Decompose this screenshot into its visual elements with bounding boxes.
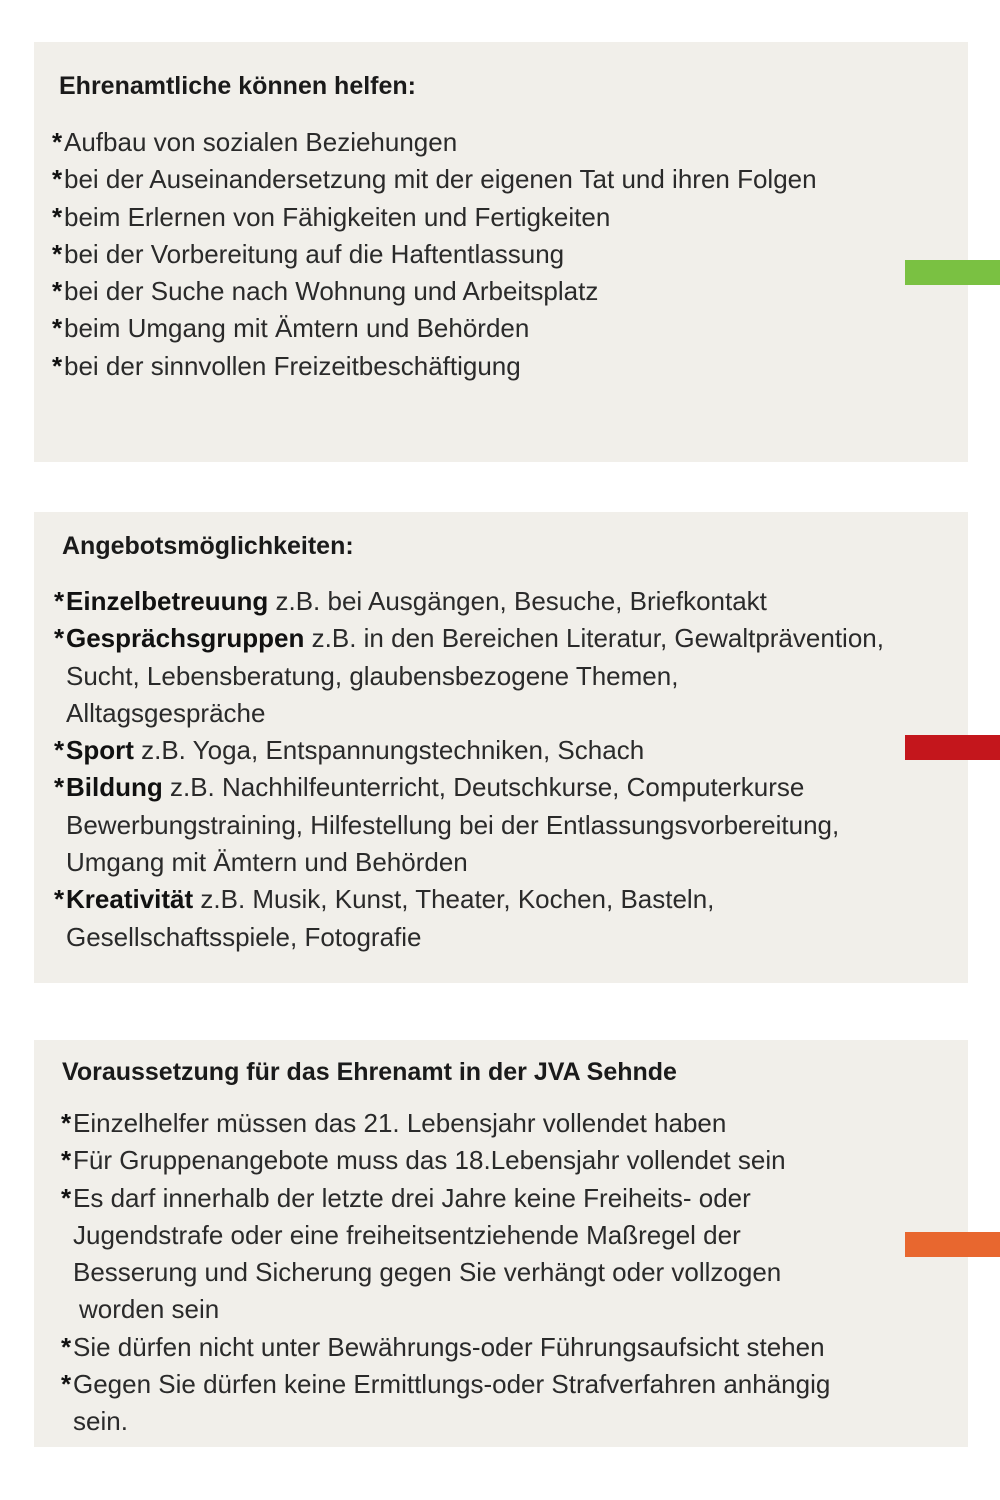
accent-bar-green bbox=[905, 260, 1000, 285]
item-text: beim Umgang mit Ämtern und Behörden bbox=[64, 313, 530, 344]
item-line: Es darf innerhalb der letzte drei Jahre keine Freiheits- oder bbox=[73, 1182, 751, 1213]
item-line: Gegen Sie dürfen keine Ermittlungs-oder Strafverfahren anhängig bbox=[73, 1369, 831, 1400]
item-line: Bewerbungstraining, Hilfestellung bei der Entlassungsvorbereitung, bbox=[66, 809, 840, 840]
bullet-star: * bbox=[52, 164, 63, 195]
list-item bbox=[52, 124, 952, 161]
list-item bbox=[54, 769, 959, 881]
list-item bbox=[54, 881, 959, 956]
offer-desc: z.B. in den Bereichen Literatur, Gewaltprävention, bbox=[304, 623, 884, 654]
item-line bbox=[66, 732, 959, 769]
item-line: Sie dürfen nicht unter Bewährungs-oder Führungsaufsicht stehen bbox=[73, 1331, 825, 1362]
offer-desc: z.B. bei Ausgängen, Besuche, Briefkontakt bbox=[268, 586, 767, 616]
offer-term: Kreativität bbox=[66, 884, 194, 915]
helpers-title: Ehrenamtliche können helfen: bbox=[59, 72, 417, 100]
bullet-star: * bbox=[54, 735, 65, 766]
item-line bbox=[66, 620, 959, 657]
bullet-star: * bbox=[61, 1331, 72, 1362]
requirements-panel bbox=[34, 1040, 968, 1447]
item-line: Umgang mit Ämtern und Behörden bbox=[66, 847, 468, 878]
bullet-star: * bbox=[61, 1145, 72, 1176]
item-text: beim Erlernen von Fähigkeiten und Fertigkeiten bbox=[64, 201, 611, 232]
list-item bbox=[52, 236, 952, 273]
offers-panel bbox=[34, 512, 968, 983]
requirements-title: Voraussetzung für das Ehrenamt in der JVA Sehnde bbox=[62, 1058, 677, 1086]
bullet-star: * bbox=[54, 623, 65, 654]
offers-title: Angebotsmöglichkeiten: bbox=[62, 532, 354, 560]
item-line bbox=[66, 881, 959, 918]
list-item bbox=[61, 1329, 951, 1366]
bullet-star: * bbox=[52, 238, 63, 269]
item-line: Alltagsgespräche bbox=[66, 697, 266, 728]
item-line: Gesellschaftsspiele, Fotografie bbox=[66, 921, 422, 952]
list-item bbox=[54, 583, 959, 620]
bullet-star: * bbox=[54, 772, 65, 803]
item-line: Einzelhelfer müssen das 21. Lebensjahr vollendet haben bbox=[73, 1108, 727, 1138]
list-item bbox=[61, 1105, 951, 1142]
item-line bbox=[66, 583, 959, 620]
offer-desc: z.B. Musik, Kunst, Theater, Kochen, Basteln, bbox=[193, 884, 715, 915]
offer-term: Sport bbox=[66, 735, 134, 766]
list-item bbox=[52, 348, 952, 385]
item-line bbox=[66, 769, 959, 806]
item-line: Für Gruppenangebote muss das 18.Lebensjahr vollendet sein bbox=[73, 1145, 786, 1176]
accent-bar-orange bbox=[905, 1232, 1000, 1257]
item-text: bei der Suche nach Wohnung und Arbeitsplatz bbox=[64, 276, 599, 307]
item-text: bei der Vorbereitung auf die Haftentlassung bbox=[64, 238, 565, 269]
list-item bbox=[61, 1180, 951, 1329]
offer-term: Bildung bbox=[66, 772, 163, 803]
item-line: Jugendstrafe oder eine freiheitsentziehende Maßregel der bbox=[73, 1219, 741, 1250]
bullet-star: * bbox=[52, 350, 63, 381]
list-item bbox=[52, 199, 952, 236]
helpers-panel bbox=[34, 42, 968, 462]
item-line: Sucht, Lebensberatung, glaubensbezogene Themen, bbox=[66, 660, 679, 691]
offer-term: Einzelbetreuung bbox=[66, 586, 269, 616]
list-item bbox=[54, 732, 959, 769]
offers-list bbox=[54, 583, 959, 956]
accent-bar-red bbox=[905, 735, 1000, 760]
bullet-star: * bbox=[61, 1182, 72, 1213]
bullet-star: * bbox=[52, 201, 63, 232]
list-item bbox=[52, 161, 952, 198]
item-line: worden sein bbox=[79, 1294, 220, 1325]
offer-term: Gesprächsgruppen bbox=[66, 623, 305, 654]
bullet-star: * bbox=[54, 884, 65, 915]
item-text: Aufbau von sozialen Beziehungen bbox=[64, 127, 458, 157]
bullet-star: * bbox=[52, 313, 63, 344]
item-text: bei der Auseinandersetzung mit der eigenen Tat und ihren Folgen bbox=[64, 164, 817, 195]
helpers-list bbox=[52, 124, 952, 385]
item-text: bei der sinnvollen Freizeitbeschäftigung bbox=[64, 350, 521, 381]
offer-desc: z.B. Nachhilfeunterricht, Deutschkurse, Computerkurse bbox=[162, 772, 805, 803]
bullet-star: * bbox=[61, 1108, 72, 1138]
bullet-star: * bbox=[52, 127, 63, 157]
list-item bbox=[52, 310, 952, 347]
requirements-list bbox=[61, 1105, 951, 1441]
offer-desc: z.B. Yoga, Entspannungstechniken, Schach bbox=[133, 735, 645, 766]
list-item bbox=[61, 1366, 951, 1441]
list-item bbox=[52, 273, 952, 310]
item-line: Besserung und Sicherung gegen Sie verhängt oder vollzogen bbox=[73, 1257, 782, 1288]
item-line: sein. bbox=[73, 1406, 128, 1437]
list-item bbox=[61, 1142, 951, 1179]
bullet-star: * bbox=[61, 1369, 72, 1400]
bullet-star: * bbox=[52, 276, 63, 307]
list-item bbox=[54, 620, 959, 732]
bullet-star: * bbox=[54, 586, 65, 616]
